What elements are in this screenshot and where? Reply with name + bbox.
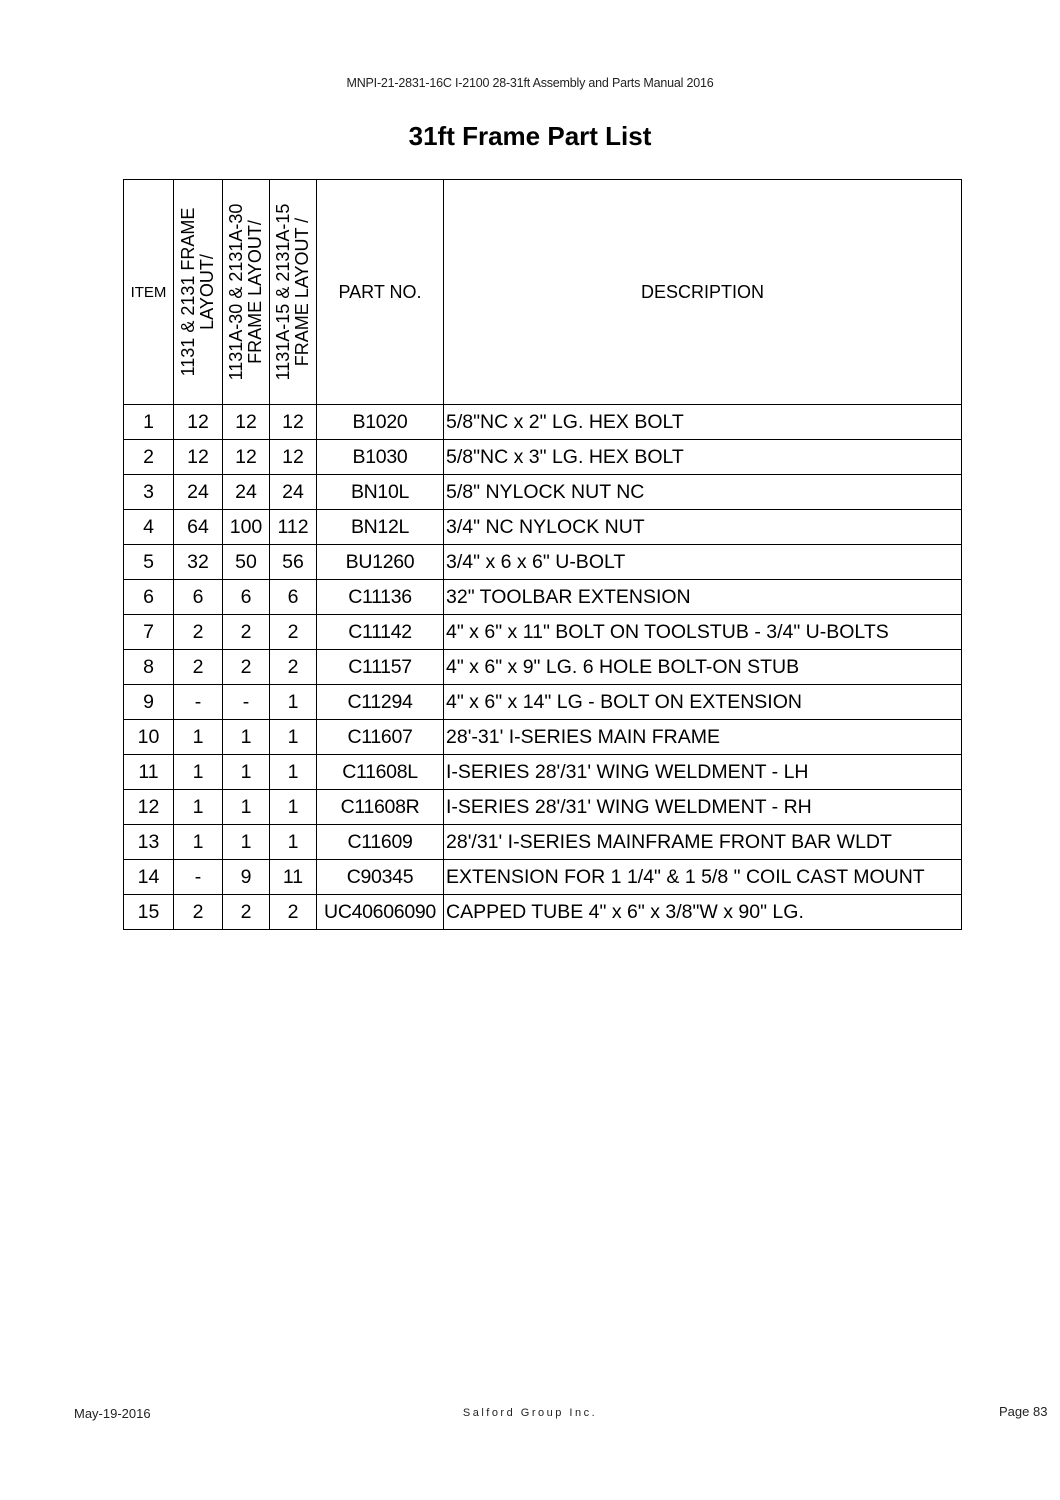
qty-1131a15-cell: 2	[270, 650, 317, 685]
qty-1131a30-cell: 2	[223, 895, 270, 930]
header-1131a15-layout	[270, 180, 317, 405]
description-cell: 4" x 6" x 11" BOLT ON TOOLSTUB - 3/4" U-BOLTS	[444, 615, 962, 650]
qty-1131-cell: 12	[174, 405, 223, 440]
description-cell: I-SERIES 28'/31' WING WELDMENT - LH	[444, 755, 962, 790]
item-cell: 1	[124, 405, 174, 440]
header-part-no: PART NO.	[317, 180, 444, 405]
item-cell: 5	[124, 545, 174, 580]
item-cell: 11	[124, 755, 174, 790]
description-cell: 32" TOOLBAR EXTENSION	[444, 580, 962, 615]
qty-1131-cell: 1	[174, 720, 223, 755]
qty-1131a15-cell: 56	[270, 545, 317, 580]
item-cell: 15	[124, 895, 174, 930]
table-row	[124, 475, 962, 510]
part-no-cell: B1030	[317, 440, 444, 475]
part-no-cell: C90345	[317, 860, 444, 895]
description-cell: 3/4" x 6 x 6" U-BOLT	[444, 545, 962, 580]
qty-1131-cell: -	[174, 685, 223, 720]
qty-1131a15-cell: 2	[270, 895, 317, 930]
qty-1131-cell: 12	[174, 440, 223, 475]
part-no-cell: BU1260	[317, 545, 444, 580]
description-cell: 3/4" NC NYLOCK NUT	[444, 510, 962, 545]
item-cell: 4	[124, 510, 174, 545]
qty-1131a30-cell: -	[223, 685, 270, 720]
qty-1131a30-cell: 2	[223, 615, 270, 650]
page-number: Page 83	[999, 1404, 1048, 1419]
description-cell: CAPPED TUBE 4" x 6" x 3/8"W x 90" LG.	[444, 895, 962, 930]
table-row	[124, 720, 962, 755]
item-cell: 3	[124, 475, 174, 510]
item-cell: 14	[124, 860, 174, 895]
qty-1131a30-cell: 6	[223, 580, 270, 615]
part-no-cell: BN12L	[317, 510, 444, 545]
qty-1131-cell: 2	[174, 650, 223, 685]
table-row	[124, 895, 962, 930]
table-row	[124, 545, 962, 580]
document-header: MNPI-21-2831-16C I-2100 28-31ft Assembly and Parts Manual 2016	[346, 76, 714, 90]
part-no-cell: C11142	[317, 615, 444, 650]
qty-1131a30-cell: 2	[223, 650, 270, 685]
table-row	[124, 860, 962, 895]
footer-date: May-19-2016	[74, 1406, 151, 1421]
item-cell: 10	[124, 720, 174, 755]
table-row	[124, 405, 962, 440]
qty-1131a15-cell: 11	[270, 860, 317, 895]
part-no-cell: BN10L	[317, 475, 444, 510]
description-cell: 4" x 6" x 9" LG. 6 HOLE BOLT-ON STUB	[444, 650, 962, 685]
table-row	[124, 790, 962, 825]
qty-1131a30-cell: 9	[223, 860, 270, 895]
part-no-cell: C11607	[317, 720, 444, 755]
qty-1131-cell: 1	[174, 825, 223, 860]
qty-1131-cell: 1	[174, 790, 223, 825]
table-header-row	[124, 180, 962, 405]
qty-1131a15-cell: 1	[270, 685, 317, 720]
qty-1131a15-cell: 1	[270, 790, 317, 825]
header-1131-layout	[174, 180, 223, 405]
qty-1131a15-cell: 12	[270, 440, 317, 475]
table-row	[124, 580, 962, 615]
item-cell: 9	[124, 685, 174, 720]
part-no-cell: B1020	[317, 405, 444, 440]
qty-1131a30-cell: 50	[223, 545, 270, 580]
description-cell: 5/8"NC x 2" LG. HEX BOLT	[444, 405, 962, 440]
qty-1131-cell: -	[174, 860, 223, 895]
qty-1131-cell: 24	[174, 475, 223, 510]
qty-1131a15-cell: 112	[270, 510, 317, 545]
qty-1131a15-cell: 6	[270, 580, 317, 615]
description-cell: I-SERIES 28'/31' WING WELDMENT - RH	[444, 790, 962, 825]
qty-1131-cell: 32	[174, 545, 223, 580]
table-row	[124, 825, 962, 860]
description-cell: 4" x 6" x 14" LG - BOLT ON EXTENSION	[444, 685, 962, 720]
qty-1131a30-cell: 100	[223, 510, 270, 545]
table-body	[124, 405, 962, 930]
item-cell: 12	[124, 790, 174, 825]
item-cell: 2	[124, 440, 174, 475]
qty-1131a30-cell: 1	[223, 825, 270, 860]
description-cell: EXTENSION FOR 1 1/4" & 1 5/8 " COIL CAST MOUNT	[444, 860, 962, 895]
qty-1131a15-cell: 1	[270, 825, 317, 860]
footer-company: Salford Group Inc.	[462, 1407, 598, 1419]
table-row	[124, 440, 962, 475]
qty-1131a15-cell: 1	[270, 755, 317, 790]
description-cell: 5/8" NYLOCK NUT NC	[444, 475, 962, 510]
header-1131-layout-label: 1131 & 2131 FRAME LAYOUT/	[178, 207, 217, 377]
qty-1131a30-cell: 1	[223, 790, 270, 825]
part-no-cell: C11136	[317, 580, 444, 615]
header-1131a30-layout-label: 1131A-30 & 2131A-30 FRAME LAYOUT/	[226, 203, 265, 381]
part-no-cell: C11608L	[317, 755, 444, 790]
table-row	[124, 755, 962, 790]
qty-1131-cell: 2	[174, 895, 223, 930]
item-cell: 6	[124, 580, 174, 615]
parts-table	[123, 179, 962, 930]
qty-1131-cell: 64	[174, 510, 223, 545]
table-row	[124, 685, 962, 720]
qty-1131a15-cell: 2	[270, 615, 317, 650]
item-cell: 7	[124, 615, 174, 650]
item-cell: 13	[124, 825, 174, 860]
qty-1131a15-cell: 24	[270, 475, 317, 510]
qty-1131a30-cell: 12	[223, 440, 270, 475]
header-1131a30-layout	[223, 180, 270, 405]
qty-1131a30-cell: 12	[223, 405, 270, 440]
header-item: ITEM	[124, 180, 174, 405]
part-no-cell: C11608R	[317, 790, 444, 825]
qty-1131a15-cell: 12	[270, 405, 317, 440]
header-description: DESCRIPTION	[444, 180, 962, 405]
item-cell: 8	[124, 650, 174, 685]
table-row	[124, 615, 962, 650]
qty-1131-cell: 6	[174, 580, 223, 615]
qty-1131a30-cell: 1	[223, 755, 270, 790]
qty-1131-cell: 2	[174, 615, 223, 650]
description-cell: 28'-31' I-SERIES MAIN FRAME	[444, 720, 962, 755]
qty-1131-cell: 1	[174, 755, 223, 790]
qty-1131a30-cell: 24	[223, 475, 270, 510]
description-cell: 5/8"NC x 3" LG. HEX BOLT	[444, 440, 962, 475]
description-cell: 28'/31' I-SERIES MAINFRAME FRONT BAR WLDT	[444, 825, 962, 860]
qty-1131a15-cell: 1	[270, 720, 317, 755]
table-row	[124, 510, 962, 545]
page-title: 31ft Frame Part List	[408, 121, 652, 151]
qty-1131a30-cell: 1	[223, 720, 270, 755]
part-no-cell: C11157	[317, 650, 444, 685]
table-row	[124, 650, 962, 685]
part-no-cell: UC40606090	[317, 895, 444, 930]
part-no-cell: C11609	[317, 825, 444, 860]
header-1131a15-layout-label: 1131A-15 & 2131A-15 FRAME LAYOUT /	[273, 203, 312, 381]
part-no-cell: C11294	[317, 685, 444, 720]
